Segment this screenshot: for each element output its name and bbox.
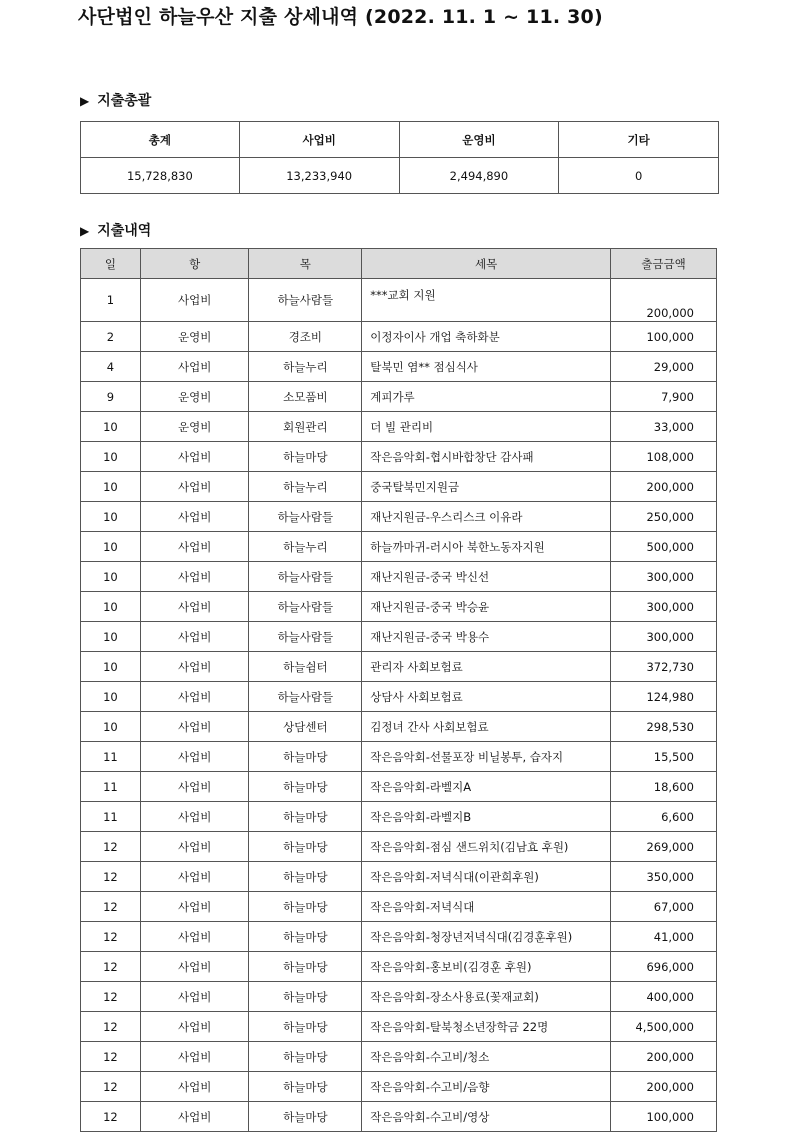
row-day: 12 bbox=[81, 1012, 141, 1042]
row-category: 운영비 bbox=[140, 412, 249, 442]
row-amount: 41,000 bbox=[611, 922, 717, 952]
row-category: 사업비 bbox=[140, 742, 249, 772]
row-amount: 200,000 bbox=[611, 472, 717, 502]
summary-value-row bbox=[81, 158, 719, 194]
row-category: 사업비 bbox=[140, 622, 249, 652]
summary-header-total: 총계 bbox=[81, 122, 240, 158]
row-amount: 300,000 bbox=[611, 622, 717, 652]
table-row bbox=[81, 862, 717, 892]
row-item: 하늘마당 bbox=[249, 802, 362, 832]
table-row bbox=[81, 832, 717, 862]
row-item: 하늘누리 bbox=[249, 352, 362, 382]
row-detail: 작은음악회-수고비/청소 bbox=[362, 1042, 611, 1072]
row-day: 12 bbox=[81, 1102, 141, 1132]
row-day: 12 bbox=[81, 862, 141, 892]
row-day: 11 bbox=[81, 802, 141, 832]
row-day: 10 bbox=[81, 412, 141, 442]
table-row bbox=[81, 1102, 717, 1132]
row-item: 하늘마당 bbox=[249, 1012, 362, 1042]
row-amount: 100,000 bbox=[611, 1102, 717, 1132]
table-row bbox=[81, 892, 717, 922]
row-item: 하늘마당 bbox=[249, 1042, 362, 1072]
row-detail: 하늘까마귀-러시아 북한노동자지원 bbox=[362, 532, 611, 562]
row-amount: 4,500,000 bbox=[611, 1012, 717, 1042]
row-detail: 작은음악회-선물포장 비닐봉투, 습자지 bbox=[362, 742, 611, 772]
row-amount: 200,000 bbox=[611, 279, 717, 322]
table-row bbox=[81, 922, 717, 952]
row-day: 10 bbox=[81, 682, 141, 712]
row-detail: 작은음악회-저녁식대(이관희후원) bbox=[362, 862, 611, 892]
row-item: 하늘누리 bbox=[249, 532, 362, 562]
row-amount: 400,000 bbox=[611, 982, 717, 1012]
row-detail: ***교회 지원 bbox=[362, 279, 611, 322]
row-item: 하늘마당 bbox=[249, 832, 362, 862]
summary-header-row bbox=[81, 122, 719, 158]
table-row bbox=[81, 772, 717, 802]
row-detail: 작은음악회-라벨지B bbox=[362, 802, 611, 832]
row-category: 사업비 bbox=[140, 532, 249, 562]
row-day: 10 bbox=[81, 472, 141, 502]
row-amount: 696,000 bbox=[611, 952, 717, 982]
detail-header-item: 목 bbox=[249, 249, 362, 279]
row-category: 사업비 bbox=[140, 982, 249, 1012]
row-category: 운영비 bbox=[140, 322, 249, 352]
table-row bbox=[81, 562, 717, 592]
row-amount: 300,000 bbox=[611, 562, 717, 592]
table-row bbox=[81, 1072, 717, 1102]
row-detail: 관리자 사회보험료 bbox=[362, 652, 611, 682]
row-day: 10 bbox=[81, 652, 141, 682]
row-amount: 108,000 bbox=[611, 442, 717, 472]
table-row bbox=[81, 1042, 717, 1072]
row-category: 사업비 bbox=[140, 652, 249, 682]
row-detail: 상담사 사회보험료 bbox=[362, 682, 611, 712]
row-amount: 300,000 bbox=[611, 592, 717, 622]
detail-header-day: 일 bbox=[81, 249, 141, 279]
row-day: 4 bbox=[81, 352, 141, 382]
table-row bbox=[81, 622, 717, 652]
row-category: 사업비 bbox=[140, 1012, 249, 1042]
summary-value-total: 15,728,830 bbox=[81, 158, 240, 194]
row-day: 12 bbox=[81, 952, 141, 982]
row-category: 사업비 bbox=[140, 352, 249, 382]
row-category: 사업비 bbox=[140, 562, 249, 592]
row-day: 9 bbox=[81, 382, 141, 412]
row-day: 10 bbox=[81, 562, 141, 592]
row-item: 회원관리 bbox=[249, 412, 362, 442]
row-item: 하늘누리 bbox=[249, 472, 362, 502]
row-category: 사업비 bbox=[140, 682, 249, 712]
row-day: 10 bbox=[81, 532, 141, 562]
row-item: 하늘마당 bbox=[249, 892, 362, 922]
row-category: 사업비 bbox=[140, 892, 249, 922]
table-row bbox=[81, 442, 717, 472]
row-item: 하늘사람들 bbox=[249, 622, 362, 652]
row-item: 하늘쉼터 bbox=[249, 652, 362, 682]
triangle-right-icon: ▶ bbox=[80, 224, 90, 238]
detail-header-amount: 출금금액 bbox=[611, 249, 717, 279]
table-row bbox=[81, 652, 717, 682]
row-category: 사업비 bbox=[140, 772, 249, 802]
row-detail: 작은음악회-협시바합창단 감사패 bbox=[362, 442, 611, 472]
row-item: 하늘마당 bbox=[249, 862, 362, 892]
row-amount: 372,730 bbox=[611, 652, 717, 682]
row-item: 경조비 bbox=[249, 322, 362, 352]
row-category: 사업비 bbox=[140, 592, 249, 622]
summary-section-heading bbox=[80, 90, 151, 110]
detail-header-row bbox=[81, 249, 717, 279]
row-amount: 500,000 bbox=[611, 532, 717, 562]
table-row bbox=[81, 322, 717, 352]
row-day: 1 bbox=[81, 279, 141, 322]
row-detail: 탈북민 염** 점심식사 bbox=[362, 352, 611, 382]
detail-section-label: 지출내역 bbox=[97, 223, 152, 239]
row-amount: 100,000 bbox=[611, 322, 717, 352]
summary-header-operating: 운영비 bbox=[399, 122, 559, 158]
table-row bbox=[81, 472, 717, 502]
row-category: 운영비 bbox=[140, 382, 249, 412]
row-category: 사업비 bbox=[140, 802, 249, 832]
row-day: 12 bbox=[81, 1072, 141, 1102]
row-amount: 29,000 bbox=[611, 352, 717, 382]
table-row bbox=[81, 802, 717, 832]
table-row bbox=[81, 412, 717, 442]
row-day: 11 bbox=[81, 742, 141, 772]
row-category: 사업비 bbox=[140, 279, 249, 322]
row-day: 10 bbox=[81, 502, 141, 532]
row-category: 사업비 bbox=[140, 712, 249, 742]
row-amount: 67,000 bbox=[611, 892, 717, 922]
detail-header-category: 항 bbox=[140, 249, 249, 279]
row-item: 하늘사람들 bbox=[249, 562, 362, 592]
row-item: 하늘사람들 bbox=[249, 279, 362, 322]
row-item: 상담센터 bbox=[249, 712, 362, 742]
row-detail: 작은음악회-장소사용료(꽃재교회) bbox=[362, 982, 611, 1012]
row-detail: 계피가루 bbox=[362, 382, 611, 412]
table-row bbox=[81, 1012, 717, 1042]
row-amount: 200,000 bbox=[611, 1042, 717, 1072]
summary-value-business: 13,233,940 bbox=[239, 158, 399, 194]
row-detail: 작은음악회-라벨지A bbox=[362, 772, 611, 802]
row-amount: 18,600 bbox=[611, 772, 717, 802]
table-row bbox=[81, 592, 717, 622]
row-amount: 250,000 bbox=[611, 502, 717, 532]
row-detail: 작은음악회-홍보비(김경훈 후원) bbox=[362, 952, 611, 982]
row-detail: 작은음악회-수고비/영상 bbox=[362, 1102, 611, 1132]
summary-section-label: 지출총괄 bbox=[97, 93, 152, 109]
row-detail: 중국탈북민지원금 bbox=[362, 472, 611, 502]
row-amount: 350,000 bbox=[611, 862, 717, 892]
table-row bbox=[81, 982, 717, 1012]
row-day: 11 bbox=[81, 772, 141, 802]
row-category: 사업비 bbox=[140, 442, 249, 472]
row-detail: 재난지원금-중국 박신선 bbox=[362, 562, 611, 592]
summary-header-business: 사업비 bbox=[239, 122, 399, 158]
row-item: 하늘마당 bbox=[249, 742, 362, 772]
row-day: 10 bbox=[81, 712, 141, 742]
row-day: 2 bbox=[81, 322, 141, 352]
row-day: 12 bbox=[81, 1042, 141, 1072]
row-day: 10 bbox=[81, 442, 141, 472]
row-detail: 이정자이사 개업 축하화분 bbox=[362, 322, 611, 352]
row-day: 10 bbox=[81, 622, 141, 652]
row-item: 하늘사람들 bbox=[249, 502, 362, 532]
row-amount: 33,000 bbox=[611, 412, 717, 442]
row-detail: 더 빌 관리비 bbox=[362, 412, 611, 442]
row-category: 사업비 bbox=[140, 502, 249, 532]
row-amount: 200,000 bbox=[611, 1072, 717, 1102]
row-day: 12 bbox=[81, 922, 141, 952]
row-item: 소모품비 bbox=[249, 382, 362, 412]
row-category: 사업비 bbox=[140, 952, 249, 982]
row-category: 사업비 bbox=[140, 1072, 249, 1102]
row-item: 하늘마당 bbox=[249, 1102, 362, 1132]
row-amount: 7,900 bbox=[611, 382, 717, 412]
row-detail: 재난지원금-우스리스크 이유라 bbox=[362, 502, 611, 532]
detail-section-heading bbox=[80, 220, 151, 240]
table-row bbox=[81, 712, 717, 742]
row-day: 12 bbox=[81, 892, 141, 922]
table-row bbox=[81, 682, 717, 712]
row-detail: 작은음악회-저녁식대 bbox=[362, 892, 611, 922]
row-category: 사업비 bbox=[140, 922, 249, 952]
row-amount: 15,500 bbox=[611, 742, 717, 772]
row-detail: 재난지원금-중국 박승윤 bbox=[362, 592, 611, 622]
row-item: 하늘마당 bbox=[249, 1072, 362, 1102]
table-row bbox=[81, 352, 717, 382]
row-day: 12 bbox=[81, 982, 141, 1012]
summary-value-operating: 2,494,890 bbox=[399, 158, 559, 194]
row-item: 하늘마당 bbox=[249, 982, 362, 1012]
row-detail: 재난지원금-중국 박용수 bbox=[362, 622, 611, 652]
row-item: 하늘사람들 bbox=[249, 682, 362, 712]
row-item: 하늘마당 bbox=[249, 772, 362, 802]
table-row bbox=[81, 952, 717, 982]
row-item: 하늘사람들 bbox=[249, 592, 362, 622]
row-category: 사업비 bbox=[140, 472, 249, 502]
summary-table bbox=[80, 121, 719, 194]
row-amount: 6,600 bbox=[611, 802, 717, 832]
row-category: 사업비 bbox=[140, 1042, 249, 1072]
row-detail: 작은음악회-점심 샌드위치(김남효 후원) bbox=[362, 832, 611, 862]
row-detail: 김정녀 간사 사회보험료 bbox=[362, 712, 611, 742]
row-category: 사업비 bbox=[140, 1102, 249, 1132]
detail-header-detail: 세목 bbox=[362, 249, 611, 279]
page-title: 사단법인 하늘우산 지출 상세내역 (2022. 11. 1 ~ 11. 30) bbox=[78, 6, 603, 28]
table-row bbox=[81, 742, 717, 772]
row-detail: 작은음악회-탈북청소년장학금 22명 bbox=[362, 1012, 611, 1042]
row-category: 사업비 bbox=[140, 862, 249, 892]
row-detail: 작은음악회-수고비/음향 bbox=[362, 1072, 611, 1102]
row-category: 사업비 bbox=[140, 832, 249, 862]
table-row bbox=[81, 279, 717, 322]
row-amount: 298,530 bbox=[611, 712, 717, 742]
row-day: 10 bbox=[81, 592, 141, 622]
row-item: 하늘마당 bbox=[249, 442, 362, 472]
row-detail: 작은음악회-청장년저녁식대(김경훈후원) bbox=[362, 922, 611, 952]
row-amount: 124,980 bbox=[611, 682, 717, 712]
triangle-right-icon: ▶ bbox=[80, 94, 90, 108]
row-item: 하늘마당 bbox=[249, 952, 362, 982]
row-item: 하늘마당 bbox=[249, 922, 362, 952]
row-day: 12 bbox=[81, 832, 141, 862]
table-row bbox=[81, 502, 717, 532]
detail-table bbox=[80, 248, 717, 1132]
table-row bbox=[81, 382, 717, 412]
summary-header-other: 기타 bbox=[559, 122, 719, 158]
row-amount: 269,000 bbox=[611, 832, 717, 862]
summary-value-other: 0 bbox=[559, 158, 719, 194]
table-row bbox=[81, 532, 717, 562]
